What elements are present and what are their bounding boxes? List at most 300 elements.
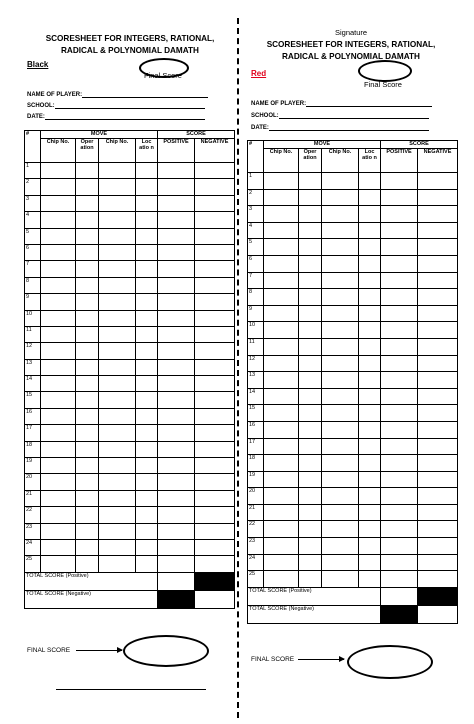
score-cell[interactable]	[322, 173, 359, 190]
score-cell[interactable]	[195, 490, 235, 506]
score-cell[interactable]	[195, 261, 235, 277]
score-cell[interactable]	[158, 326, 195, 342]
score-cell[interactable]	[264, 322, 299, 339]
score-cell[interactable]	[158, 392, 195, 408]
score-cell[interactable]	[381, 305, 418, 322]
score-cell[interactable]	[264, 305, 299, 322]
score-cell[interactable]	[381, 521, 418, 538]
score-cell[interactable]	[41, 556, 76, 572]
score-cell[interactable]	[136, 359, 158, 375]
score-cell[interactable]	[99, 310, 136, 326]
score-cell[interactable]	[299, 173, 322, 190]
left-school-field[interactable]	[27, 102, 205, 109]
left-name-field[interactable]	[27, 91, 208, 98]
score-cell[interactable]	[76, 179, 99, 195]
score-cell[interactable]	[76, 490, 99, 506]
score-cell[interactable]	[322, 388, 359, 405]
score-cell[interactable]	[158, 376, 195, 392]
score-cell[interactable]	[381, 421, 418, 438]
score-cell[interactable]	[299, 554, 322, 571]
score-cell[interactable]	[299, 255, 322, 272]
score-cell[interactable]	[195, 343, 235, 359]
left-date-field[interactable]	[27, 113, 205, 120]
score-cell[interactable]	[359, 173, 381, 190]
score-cell[interactable]	[299, 272, 322, 289]
score-cell[interactable]	[264, 421, 299, 438]
score-cell[interactable]	[76, 474, 99, 490]
score-cell[interactable]	[195, 326, 235, 342]
score-cell[interactable]	[299, 455, 322, 472]
score-cell[interactable]	[359, 322, 381, 339]
score-cell[interactable]	[158, 294, 195, 310]
score-cell[interactable]	[381, 355, 418, 372]
score-cell[interactable]	[41, 408, 76, 424]
score-cell[interactable]	[99, 359, 136, 375]
score-cell[interactable]	[41, 343, 76, 359]
score-cell[interactable]	[158, 163, 195, 179]
score-cell[interactable]	[41, 212, 76, 228]
score-cell[interactable]	[136, 277, 158, 293]
score-cell[interactable]	[76, 425, 99, 441]
score-cell[interactable]	[322, 206, 359, 223]
score-cell[interactable]	[418, 222, 458, 239]
score-cell[interactable]	[41, 474, 76, 490]
score-cell[interactable]	[136, 392, 158, 408]
score-cell[interactable]	[41, 392, 76, 408]
score-cell[interactable]	[76, 376, 99, 392]
score-cell[interactable]	[99, 261, 136, 277]
score-cell[interactable]	[359, 372, 381, 389]
score-cell[interactable]	[41, 228, 76, 244]
score-cell[interactable]	[359, 405, 381, 422]
score-cell[interactable]	[322, 488, 359, 505]
score-cell[interactable]	[195, 179, 235, 195]
score-cell[interactable]	[76, 408, 99, 424]
score-cell[interactable]	[136, 376, 158, 392]
score-cell[interactable]	[41, 523, 76, 539]
score-cell[interactable]	[359, 488, 381, 505]
score-cell[interactable]	[264, 372, 299, 389]
score-cell[interactable]	[158, 359, 195, 375]
score-cell[interactable]	[299, 239, 322, 256]
score-cell[interactable]	[264, 239, 299, 256]
score-cell[interactable]	[41, 195, 76, 211]
score-cell[interactable]	[136, 212, 158, 228]
score-cell[interactable]	[418, 189, 458, 206]
score-cell[interactable]	[195, 376, 235, 392]
right-final-score-oval[interactable]	[358, 60, 412, 82]
score-cell[interactable]	[136, 326, 158, 342]
score-cell[interactable]	[418, 521, 458, 538]
score-cell[interactable]	[359, 438, 381, 455]
score-cell[interactable]	[381, 289, 418, 306]
score-cell[interactable]	[76, 228, 99, 244]
score-cell[interactable]	[195, 408, 235, 424]
score-cell[interactable]	[158, 539, 195, 555]
score-cell[interactable]	[264, 554, 299, 571]
score-cell[interactable]	[41, 359, 76, 375]
score-cell[interactable]	[76, 244, 99, 260]
score-cell[interactable]	[381, 322, 418, 339]
score-cell[interactable]	[299, 571, 322, 588]
right-total-negative-cell[interactable]	[418, 605, 458, 623]
score-cell[interactable]	[99, 343, 136, 359]
score-cell[interactable]	[99, 523, 136, 539]
score-cell[interactable]	[359, 554, 381, 571]
score-cell[interactable]	[359, 355, 381, 372]
score-cell[interactable]	[322, 438, 359, 455]
score-cell[interactable]	[158, 310, 195, 326]
right-total-positive-cell[interactable]	[381, 587, 418, 605]
score-cell[interactable]	[264, 521, 299, 538]
score-cell[interactable]	[322, 405, 359, 422]
score-cell[interactable]	[381, 538, 418, 555]
score-cell[interactable]	[264, 455, 299, 472]
score-cell[interactable]	[418, 289, 458, 306]
score-cell[interactable]	[41, 507, 76, 523]
score-cell[interactable]	[76, 539, 99, 555]
left-total-negative-cell[interactable]	[195, 590, 235, 608]
score-cell[interactable]	[264, 189, 299, 206]
score-cell[interactable]	[299, 521, 322, 538]
score-cell[interactable]	[359, 471, 381, 488]
score-cell[interactable]	[264, 173, 299, 190]
score-cell[interactable]	[264, 538, 299, 555]
score-cell[interactable]	[136, 195, 158, 211]
score-cell[interactable]	[99, 163, 136, 179]
score-cell[interactable]	[299, 355, 322, 372]
score-cell[interactable]	[99, 441, 136, 457]
score-cell[interactable]	[418, 488, 458, 505]
score-cell[interactable]	[322, 305, 359, 322]
right-date-field[interactable]	[251, 124, 429, 131]
score-cell[interactable]	[322, 222, 359, 239]
score-cell[interactable]	[381, 488, 418, 505]
score-cell[interactable]	[99, 326, 136, 342]
score-cell[interactable]	[418, 455, 458, 472]
score-cell[interactable]	[158, 556, 195, 572]
score-cell[interactable]	[99, 408, 136, 424]
score-cell[interactable]	[359, 255, 381, 272]
score-cell[interactable]	[99, 458, 136, 474]
score-cell[interactable]	[195, 392, 235, 408]
score-cell[interactable]	[299, 222, 322, 239]
score-cell[interactable]	[41, 326, 76, 342]
score-cell[interactable]	[299, 504, 322, 521]
score-cell[interactable]	[359, 538, 381, 555]
score-cell[interactable]	[299, 305, 322, 322]
score-cell[interactable]	[299, 206, 322, 223]
score-cell[interactable]	[359, 504, 381, 521]
score-cell[interactable]	[136, 163, 158, 179]
score-cell[interactable]	[76, 195, 99, 211]
score-cell[interactable]	[76, 277, 99, 293]
score-cell[interactable]	[418, 538, 458, 555]
score-cell[interactable]	[99, 179, 136, 195]
score-cell[interactable]	[322, 471, 359, 488]
score-cell[interactable]	[41, 490, 76, 506]
score-cell[interactable]	[381, 222, 418, 239]
score-cell[interactable]	[299, 488, 322, 505]
score-cell[interactable]	[136, 408, 158, 424]
score-cell[interactable]	[158, 179, 195, 195]
score-cell[interactable]	[322, 322, 359, 339]
score-cell[interactable]	[264, 571, 299, 588]
score-cell[interactable]	[322, 504, 359, 521]
score-cell[interactable]	[418, 255, 458, 272]
score-cell[interactable]	[418, 405, 458, 422]
score-cell[interactable]	[381, 255, 418, 272]
score-cell[interactable]	[381, 388, 418, 405]
score-cell[interactable]	[359, 388, 381, 405]
score-cell[interactable]	[322, 338, 359, 355]
score-cell[interactable]	[359, 206, 381, 223]
score-cell[interactable]	[136, 441, 158, 457]
score-cell[interactable]	[99, 277, 136, 293]
score-cell[interactable]	[359, 272, 381, 289]
score-cell[interactable]	[418, 173, 458, 190]
score-cell[interactable]	[299, 322, 322, 339]
score-cell[interactable]	[359, 239, 381, 256]
score-cell[interactable]	[322, 455, 359, 472]
score-cell[interactable]	[136, 244, 158, 260]
score-cell[interactable]	[76, 441, 99, 457]
score-cell[interactable]	[136, 343, 158, 359]
score-cell[interactable]	[41, 376, 76, 392]
score-cell[interactable]	[76, 343, 99, 359]
score-cell[interactable]	[359, 571, 381, 588]
score-cell[interactable]	[195, 359, 235, 375]
score-cell[interactable]	[359, 455, 381, 472]
score-cell[interactable]	[195, 539, 235, 555]
score-cell[interactable]	[41, 458, 76, 474]
score-cell[interactable]	[99, 294, 136, 310]
score-cell[interactable]	[158, 261, 195, 277]
score-cell[interactable]	[381, 338, 418, 355]
score-cell[interactable]	[418, 372, 458, 389]
score-cell[interactable]	[136, 228, 158, 244]
score-cell[interactable]	[299, 421, 322, 438]
score-cell[interactable]	[264, 272, 299, 289]
score-cell[interactable]	[158, 408, 195, 424]
score-cell[interactable]	[76, 310, 99, 326]
score-cell[interactable]	[76, 392, 99, 408]
score-cell[interactable]	[381, 405, 418, 422]
score-cell[interactable]	[99, 195, 136, 211]
score-cell[interactable]	[418, 272, 458, 289]
score-cell[interactable]	[195, 458, 235, 474]
score-cell[interactable]	[381, 455, 418, 472]
score-cell[interactable]	[99, 539, 136, 555]
score-cell[interactable]	[99, 507, 136, 523]
score-cell[interactable]	[195, 277, 235, 293]
score-cell[interactable]	[359, 189, 381, 206]
score-cell[interactable]	[158, 343, 195, 359]
score-cell[interactable]	[41, 244, 76, 260]
score-cell[interactable]	[195, 228, 235, 244]
score-cell[interactable]	[158, 228, 195, 244]
score-cell[interactable]	[418, 504, 458, 521]
left-final-score-ellipse[interactable]	[123, 635, 209, 667]
score-cell[interactable]	[299, 372, 322, 389]
score-cell[interactable]	[41, 310, 76, 326]
score-cell[interactable]	[418, 239, 458, 256]
score-cell[interactable]	[76, 326, 99, 342]
score-cell[interactable]	[418, 554, 458, 571]
score-cell[interactable]	[299, 388, 322, 405]
score-cell[interactable]	[99, 392, 136, 408]
score-cell[interactable]	[76, 556, 99, 572]
score-cell[interactable]	[264, 255, 299, 272]
score-cell[interactable]	[136, 507, 158, 523]
score-cell[interactable]	[158, 523, 195, 539]
score-cell[interactable]	[322, 289, 359, 306]
left-signature-line[interactable]	[56, 689, 206, 690]
score-cell[interactable]	[299, 289, 322, 306]
score-cell[interactable]	[195, 195, 235, 211]
score-cell[interactable]	[158, 474, 195, 490]
score-cell[interactable]	[322, 554, 359, 571]
score-cell[interactable]	[41, 277, 76, 293]
score-cell[interactable]	[299, 338, 322, 355]
score-cell[interactable]	[264, 206, 299, 223]
score-cell[interactable]	[359, 338, 381, 355]
score-cell[interactable]	[381, 554, 418, 571]
score-cell[interactable]	[136, 556, 158, 572]
score-cell[interactable]	[76, 163, 99, 179]
score-cell[interactable]	[76, 458, 99, 474]
score-cell[interactable]	[41, 179, 76, 195]
score-cell[interactable]	[99, 490, 136, 506]
score-cell[interactable]	[381, 372, 418, 389]
score-cell[interactable]	[158, 458, 195, 474]
score-cell[interactable]	[76, 507, 99, 523]
score-cell[interactable]	[299, 438, 322, 455]
score-cell[interactable]	[41, 441, 76, 457]
score-cell[interactable]	[322, 538, 359, 555]
score-cell[interactable]	[195, 294, 235, 310]
score-cell[interactable]	[136, 539, 158, 555]
score-cell[interactable]	[359, 421, 381, 438]
score-cell[interactable]	[322, 239, 359, 256]
score-cell[interactable]	[99, 376, 136, 392]
score-cell[interactable]	[381, 471, 418, 488]
score-cell[interactable]	[99, 425, 136, 441]
score-cell[interactable]	[195, 523, 235, 539]
score-cell[interactable]	[99, 228, 136, 244]
score-cell[interactable]	[418, 305, 458, 322]
score-cell[interactable]	[136, 425, 158, 441]
score-cell[interactable]	[418, 338, 458, 355]
score-cell[interactable]	[99, 212, 136, 228]
score-cell[interactable]	[381, 504, 418, 521]
score-cell[interactable]	[76, 261, 99, 277]
score-cell[interactable]	[299, 471, 322, 488]
score-cell[interactable]	[381, 189, 418, 206]
score-cell[interactable]	[158, 212, 195, 228]
score-cell[interactable]	[322, 255, 359, 272]
score-cell[interactable]	[158, 490, 195, 506]
score-cell[interactable]	[359, 289, 381, 306]
score-cell[interactable]	[299, 538, 322, 555]
score-cell[interactable]	[195, 441, 235, 457]
score-cell[interactable]	[99, 556, 136, 572]
score-cell[interactable]	[381, 571, 418, 588]
score-cell[interactable]	[418, 206, 458, 223]
score-cell[interactable]	[381, 239, 418, 256]
score-cell[interactable]	[322, 421, 359, 438]
score-cell[interactable]	[195, 163, 235, 179]
score-cell[interactable]	[381, 272, 418, 289]
score-cell[interactable]	[76, 212, 99, 228]
score-cell[interactable]	[418, 571, 458, 588]
score-cell[interactable]	[136, 474, 158, 490]
score-cell[interactable]	[359, 305, 381, 322]
score-cell[interactable]	[381, 173, 418, 190]
score-cell[interactable]	[322, 372, 359, 389]
right-final-score-ellipse[interactable]	[347, 645, 433, 679]
score-cell[interactable]	[158, 195, 195, 211]
score-cell[interactable]	[136, 179, 158, 195]
score-cell[interactable]	[136, 490, 158, 506]
score-cell[interactable]	[195, 556, 235, 572]
right-school-field[interactable]	[251, 112, 429, 119]
score-cell[interactable]	[264, 438, 299, 455]
score-cell[interactable]	[264, 222, 299, 239]
score-cell[interactable]	[41, 294, 76, 310]
score-cell[interactable]	[418, 471, 458, 488]
score-cell[interactable]	[136, 458, 158, 474]
score-cell[interactable]	[158, 244, 195, 260]
score-cell[interactable]	[195, 507, 235, 523]
score-cell[interactable]	[264, 355, 299, 372]
score-cell[interactable]	[418, 421, 458, 438]
score-cell[interactable]	[136, 261, 158, 277]
score-cell[interactable]	[195, 310, 235, 326]
score-cell[interactable]	[76, 523, 99, 539]
score-cell[interactable]	[322, 189, 359, 206]
score-cell[interactable]	[359, 521, 381, 538]
score-cell[interactable]	[299, 405, 322, 422]
score-cell[interactable]	[322, 272, 359, 289]
score-cell[interactable]	[195, 244, 235, 260]
score-cell[interactable]	[99, 474, 136, 490]
score-cell[interactable]	[418, 322, 458, 339]
score-cell[interactable]	[76, 359, 99, 375]
score-cell[interactable]	[99, 244, 136, 260]
score-cell[interactable]	[41, 539, 76, 555]
score-cell[interactable]	[41, 425, 76, 441]
score-cell[interactable]	[322, 355, 359, 372]
score-cell[interactable]	[264, 338, 299, 355]
score-cell[interactable]	[264, 471, 299, 488]
score-cell[interactable]	[136, 310, 158, 326]
score-cell[interactable]	[41, 163, 76, 179]
score-cell[interactable]	[136, 523, 158, 539]
score-cell[interactable]	[264, 488, 299, 505]
score-cell[interactable]	[76, 294, 99, 310]
score-cell[interactable]	[264, 405, 299, 422]
score-cell[interactable]	[158, 507, 195, 523]
score-cell[interactable]	[381, 438, 418, 455]
score-cell[interactable]	[418, 388, 458, 405]
score-cell[interactable]	[264, 504, 299, 521]
score-cell[interactable]	[41, 261, 76, 277]
score-cell[interactable]	[264, 289, 299, 306]
score-cell[interactable]	[195, 474, 235, 490]
score-cell[interactable]	[195, 212, 235, 228]
score-cell[interactable]	[158, 441, 195, 457]
